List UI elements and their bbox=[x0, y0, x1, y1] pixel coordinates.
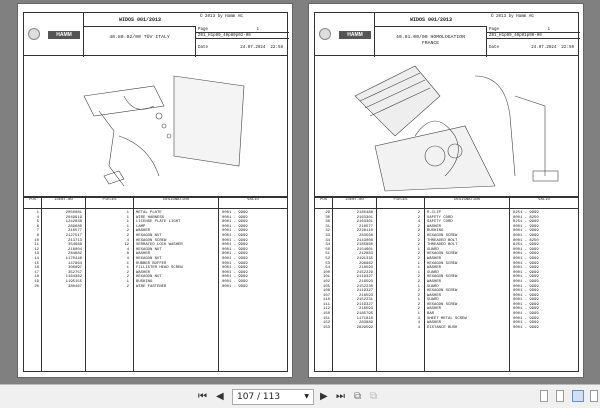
table-cell: 2152231 bbox=[356, 298, 373, 303]
table-cell: 2829592 bbox=[356, 325, 373, 330]
table-cell: 2119327 bbox=[356, 289, 373, 294]
table-cell: HEXAGON SCREW bbox=[427, 302, 458, 307]
table-cell: GUARD bbox=[427, 298, 439, 303]
date: 24.07.2024 bbox=[531, 46, 557, 50]
table-cell: 0001 - 9999 bbox=[222, 279, 248, 284]
column-header: POS bbox=[24, 198, 42, 208]
table-cell: 0001 - 9999 bbox=[513, 233, 539, 238]
table-cell: 2 bbox=[417, 215, 420, 220]
table-cell: LICENSE PLATE LIGHT bbox=[136, 220, 181, 225]
chevron-down-icon[interactable]: ▼ bbox=[304, 393, 309, 400]
table-cell: 52 bbox=[325, 256, 330, 261]
table-cell: WASHER bbox=[427, 224, 442, 229]
first-page-button[interactable]: ⏮ bbox=[198, 391, 207, 402]
table-header bbox=[315, 198, 578, 209]
hamm-logo: HAMM bbox=[48, 31, 80, 39]
table-cell: 213713 bbox=[67, 238, 82, 243]
table-cell: 0001 - 9999 bbox=[222, 275, 248, 280]
parts-drawing-license-plate bbox=[24, 56, 287, 196]
seal-icon bbox=[28, 28, 40, 40]
column-header: VALID bbox=[247, 198, 259, 202]
table-cell: 2 bbox=[417, 243, 420, 248]
table-cell: 10 bbox=[34, 238, 39, 243]
table-cell: 8251 - 9999 bbox=[513, 243, 539, 248]
table-cell: 8 bbox=[126, 252, 129, 257]
page-number-input[interactable] bbox=[232, 389, 314, 405]
table-cell: 0001 - 9999 bbox=[222, 229, 248, 234]
single-page-view-button[interactable] bbox=[540, 390, 548, 402]
table-cell: SERRATED LOCK WASHER bbox=[136, 243, 183, 248]
table-cell: HEXAGON SCREW bbox=[427, 233, 458, 238]
table-cell: FILLISTER HEAD SCREW bbox=[136, 266, 183, 271]
table-cell: 7 bbox=[36, 229, 39, 234]
table-cell: HEXAGON SCREW bbox=[427, 252, 458, 257]
table-cell: 31 bbox=[325, 224, 330, 229]
table-cell: 0001 - 9999 bbox=[513, 256, 539, 261]
table-cell: 0001 - 9999 bbox=[513, 247, 539, 252]
table-cell: HEXAGON NUT bbox=[136, 256, 162, 261]
table-cell: 2 bbox=[126, 233, 129, 238]
table-cell: 1 bbox=[417, 284, 420, 289]
table-cell: 0001 - 9999 bbox=[222, 247, 248, 252]
table-cell: 0001 - 9999 bbox=[222, 243, 248, 248]
catalog-page-left bbox=[17, 3, 293, 378]
section-title-line1: 40.91.00/00 HOMOLOGATION bbox=[395, 35, 466, 40]
table-cell: 216577 bbox=[358, 224, 373, 229]
hamm-logo: HAMM bbox=[339, 31, 371, 39]
last-page-button[interactable]: ⏭ bbox=[336, 391, 345, 402]
table-cell: 216593 bbox=[358, 279, 373, 284]
table-cell: 17 bbox=[34, 270, 39, 275]
table-cell: 0001 - 9999 bbox=[222, 261, 248, 266]
table-cell: 2 bbox=[417, 211, 420, 215]
table-cell: 4 bbox=[126, 256, 129, 261]
prev-page-button[interactable]: ◀ bbox=[216, 391, 224, 402]
page-no: 1 bbox=[256, 28, 259, 32]
table-cell: 0001 - 9999 bbox=[513, 266, 539, 271]
table-cell: 8251 - 9999 bbox=[513, 220, 539, 225]
table-cell: 0001 - 9999 bbox=[513, 224, 539, 229]
table-cell: RUBBER BUFFER bbox=[136, 261, 167, 266]
table-cell: 2 bbox=[126, 275, 129, 280]
table-cell: 212883 bbox=[358, 252, 373, 257]
column-header: IDENT-NO bbox=[333, 198, 377, 208]
table-cell: 2228110 bbox=[356, 229, 373, 234]
table-cell: 2152229 bbox=[356, 270, 373, 275]
table-cell: 18 bbox=[34, 275, 39, 280]
table-cell: 2143008 bbox=[356, 238, 373, 243]
column-header: DESIGNATION bbox=[134, 198, 219, 208]
table-cell: 153 bbox=[322, 325, 330, 330]
table-cell: 1170448 bbox=[65, 256, 82, 261]
table-cell: WASHER bbox=[427, 256, 442, 261]
section-title bbox=[375, 27, 487, 57]
table-cell: 0001 - 9999 bbox=[222, 220, 248, 225]
table-cell: HEXAGON NUT bbox=[136, 247, 162, 252]
table-cell: 2 bbox=[417, 279, 420, 284]
table-cell: GUARD bbox=[427, 284, 439, 289]
table-cell: 283568 bbox=[358, 233, 373, 238]
table-cell: 0001 - 9999 bbox=[513, 261, 539, 266]
table-cell: 1 bbox=[417, 298, 420, 303]
table-cell: 1 bbox=[36, 211, 39, 215]
table-header bbox=[24, 198, 287, 209]
table-cell: 2 bbox=[126, 270, 129, 275]
table-cell: LAMP bbox=[136, 224, 146, 229]
table-cell: 218593 bbox=[358, 266, 373, 271]
table-cell: 352757 bbox=[67, 270, 82, 275]
table-cell: 0001 - 9999 bbox=[222, 224, 248, 229]
column-header: IDENT-NO bbox=[42, 198, 86, 208]
table-cell: 2119327 bbox=[356, 275, 373, 280]
table-cell: 2050081 bbox=[65, 211, 82, 215]
table-cell: 0001 - 9999 bbox=[222, 233, 248, 238]
table-cell: 1 bbox=[126, 224, 129, 229]
table-cell: 50 bbox=[325, 247, 330, 252]
table-cell: 51 bbox=[325, 252, 330, 257]
table-cell: 0001 - 9999 bbox=[222, 284, 248, 289]
copy-icon[interactable]: ⧉ bbox=[370, 391, 378, 402]
date-value bbox=[240, 39, 283, 57]
table-cell: 4 bbox=[417, 220, 420, 225]
table-cell: 20 bbox=[34, 284, 39, 289]
table-cell: 2185860 bbox=[356, 243, 373, 248]
table-cell: WASHER bbox=[427, 321, 442, 326]
page-indicator: 107 / 113 bbox=[237, 392, 281, 402]
page-label: Page bbox=[489, 28, 500, 32]
section-title bbox=[84, 27, 196, 57]
table-cell: 30 bbox=[325, 220, 330, 225]
table-cell: 147864 bbox=[67, 261, 82, 266]
table-cell: SAFETY CORD bbox=[427, 215, 453, 220]
table-cell: 2 bbox=[417, 233, 420, 238]
column-header: POS bbox=[315, 198, 333, 208]
table-cell: 101 bbox=[322, 275, 330, 280]
table-cell: GUARD bbox=[427, 270, 439, 275]
table-cell: THREADED BOLT bbox=[427, 238, 458, 243]
table-cell: 2049919 bbox=[65, 215, 82, 220]
rotate-icon[interactable]: ⧉ bbox=[354, 391, 362, 402]
table-cell: 2 bbox=[417, 302, 420, 307]
table-cell: 106 bbox=[322, 289, 330, 294]
table-cell: 4 bbox=[417, 321, 420, 326]
section-title-line2: FRANCE bbox=[421, 41, 440, 46]
table-cell: WIRE HARNESS bbox=[136, 215, 165, 220]
table-cell: 1 bbox=[126, 266, 129, 271]
table-cell: 12 bbox=[124, 243, 129, 248]
date-value bbox=[531, 39, 574, 57]
table-cell: 32 bbox=[325, 229, 330, 234]
date: 24.07.2024 bbox=[240, 46, 266, 50]
table-cell: 4 bbox=[417, 316, 420, 321]
column-ident-no bbox=[333, 209, 377, 372]
two-page-continuous-button[interactable] bbox=[590, 390, 598, 402]
table-cell: 151 bbox=[322, 316, 330, 321]
table-cell: 4 bbox=[126, 247, 129, 252]
table-cell: 2154601 bbox=[356, 247, 373, 252]
table-cell: 2 bbox=[126, 284, 129, 289]
table-cell: 2119327 bbox=[356, 302, 373, 307]
table-cell: WASHER bbox=[427, 279, 442, 284]
page-header bbox=[314, 12, 579, 56]
table-cell: WIRE FASTENER bbox=[136, 284, 167, 289]
table-cell: HEXAGON SCREW bbox=[427, 275, 458, 280]
table-cell: 0001 - 9999 bbox=[513, 316, 539, 321]
table-cell: 1 bbox=[417, 247, 420, 252]
meta-box bbox=[196, 27, 289, 57]
table-cell: 0001 - 9999 bbox=[513, 325, 539, 330]
table-cell: 1 bbox=[417, 270, 420, 275]
table-cell: SHEET METAL SCREW bbox=[427, 316, 467, 321]
table-cell: 33 bbox=[325, 233, 330, 238]
table-cell: 2152230 bbox=[356, 284, 373, 289]
table-cell: 5 bbox=[36, 220, 39, 225]
table-cell: 13 bbox=[34, 252, 39, 257]
table-cell: 216577 bbox=[67, 229, 82, 234]
table-cell: 2 bbox=[126, 229, 129, 234]
time: 22:59 bbox=[561, 46, 574, 50]
table-cell: 6 bbox=[36, 224, 39, 229]
table-cell: 0001 - 9999 bbox=[513, 293, 539, 298]
table-cell: 100 bbox=[322, 270, 330, 275]
table-cell: 0001 - 9999 bbox=[222, 270, 248, 275]
table-cell: WASHER bbox=[427, 307, 442, 312]
table-cell: 216593 bbox=[358, 307, 373, 312]
table-cell: WASHER bbox=[136, 270, 151, 275]
table-cell: WASHER bbox=[136, 252, 151, 257]
column-pieces bbox=[377, 209, 425, 372]
column-valid bbox=[510, 209, 578, 372]
model-title: WIDOS 001/2013 bbox=[375, 13, 487, 27]
table-cell: 0001 - 9999 bbox=[513, 284, 539, 289]
table-cell: 1 bbox=[417, 266, 420, 271]
table-cell: 2163301 bbox=[356, 220, 373, 225]
table-cell: HEXAGON NUT bbox=[136, 275, 162, 280]
drawing-area bbox=[23, 56, 288, 197]
table-cell: 0001 - 9999 bbox=[513, 275, 539, 280]
table-cell: 0001 - 8250 bbox=[513, 215, 539, 220]
two-page-view-button[interactable] bbox=[572, 390, 584, 402]
table-cell: 0001 - 9999 bbox=[222, 266, 248, 271]
table-cell: 1 bbox=[126, 279, 129, 284]
copyright: © 2013 by Hamm AG bbox=[491, 15, 534, 19]
table-cell: 284882 bbox=[67, 252, 82, 257]
table-cell: 0001 - 9999 bbox=[222, 238, 248, 243]
date-label: Date bbox=[198, 46, 209, 50]
column-header: PIECES bbox=[86, 198, 134, 208]
table-cell: 1171810 bbox=[356, 316, 373, 321]
table-cell: WASHER bbox=[427, 293, 442, 298]
parts-drawing-machine-front bbox=[315, 56, 578, 196]
column-ident-no bbox=[42, 209, 86, 372]
table-cell: HEXAGON NUT bbox=[136, 233, 162, 238]
date-label: Date bbox=[489, 46, 500, 50]
table-cell: METAL PLATE bbox=[136, 211, 162, 215]
parts-table bbox=[23, 197, 288, 372]
table-cell: 0001 - 9999 bbox=[513, 270, 539, 275]
table-cell: 216593 bbox=[358, 293, 373, 298]
table-cell: 0001 - 9999 bbox=[513, 229, 539, 234]
table-cell: 0001 - 9999 bbox=[513, 289, 539, 294]
table-cell: 2 bbox=[417, 256, 420, 261]
table-cell: HEXAGON SCREW bbox=[427, 261, 458, 266]
column-valid bbox=[219, 209, 287, 372]
table-cell: 0001 - 9999 bbox=[513, 252, 539, 257]
table-cell: 300897 bbox=[67, 266, 82, 271]
catalog-page-right bbox=[308, 3, 584, 378]
doc-id: Z01_H1p99_40p91p00-00 bbox=[487, 33, 580, 39]
table-cell: HEXAGON SCREW bbox=[427, 289, 458, 294]
table-cell: 0001 - 9999 bbox=[222, 215, 248, 220]
table-cell: 107 bbox=[322, 293, 330, 298]
table-cell: 29 bbox=[325, 211, 330, 215]
next-page-button[interactable]: ▶ bbox=[320, 391, 328, 402]
table-cell: THREADED BOLT bbox=[427, 243, 458, 248]
table-cell: 34 bbox=[325, 243, 330, 248]
table-cell: 1 bbox=[126, 220, 129, 225]
table-cell: 1 bbox=[417, 261, 420, 266]
table-cell: 0001 - 9999 bbox=[222, 211, 248, 215]
table-cell: 16 bbox=[34, 266, 39, 271]
table-cell: 0001 - 8250 bbox=[513, 238, 539, 243]
table-cell: WASHER bbox=[136, 229, 151, 234]
table-cell: 1 bbox=[417, 312, 420, 317]
logo-area bbox=[315, 13, 375, 57]
table-cell: 19 bbox=[34, 279, 39, 284]
table-cell: 1 bbox=[126, 261, 129, 266]
table-cell: 380467 bbox=[67, 284, 82, 289]
table-cell: 0001 - 9999 bbox=[513, 298, 539, 303]
table-cell: 152 bbox=[322, 321, 330, 326]
table-cell: 15 bbox=[34, 261, 39, 266]
table-cell: 2 bbox=[417, 307, 420, 312]
table-cell: 8 bbox=[36, 233, 39, 238]
table-cell: 110 bbox=[322, 298, 330, 303]
column-header: DESIGNATION bbox=[425, 198, 510, 208]
table-cell: 14 bbox=[34, 256, 39, 261]
table-cell: 0001 - 9999 bbox=[513, 302, 539, 307]
table-cell: 102 bbox=[322, 279, 330, 284]
table-cell: 0001 - 9999 bbox=[222, 252, 248, 257]
table-cell: 289680 bbox=[67, 224, 82, 229]
section-title-line1: 40.80.02/00 TÜV ITALY bbox=[109, 35, 170, 40]
table-cell: 1164362 bbox=[65, 275, 82, 280]
table-cell: 2 bbox=[417, 289, 420, 294]
drawing-area bbox=[314, 56, 579, 197]
table-cell: 34 bbox=[325, 238, 330, 243]
page-no: 1 bbox=[547, 28, 550, 32]
table-cell: 2 bbox=[417, 293, 420, 298]
column-designation bbox=[134, 209, 219, 372]
table-cell: SAFETY CORD bbox=[427, 220, 453, 225]
copyright: © 2013 by Hamm AG bbox=[200, 15, 243, 19]
column-header: VALID bbox=[538, 198, 550, 202]
table-cell: 296962 bbox=[358, 261, 373, 266]
table-cell: BUSHING bbox=[136, 279, 153, 284]
table-cell: 216004 bbox=[67, 247, 82, 252]
table-cell: 105 bbox=[322, 284, 330, 289]
table-cell: 12 bbox=[34, 247, 39, 252]
table-cell: WASHER bbox=[427, 266, 442, 271]
table-cell: 111 bbox=[322, 302, 330, 307]
table-cell: 2 bbox=[417, 238, 420, 243]
table-cell: 112 bbox=[322, 307, 330, 312]
table-cell: 354688 bbox=[67, 243, 82, 248]
table-cell: DISTANCE BUSH bbox=[427, 325, 458, 330]
table-cell: 4 bbox=[126, 238, 129, 243]
table-cell: BAR bbox=[427, 312, 435, 317]
seal-icon bbox=[319, 28, 331, 40]
column-pos bbox=[315, 209, 333, 372]
continuous-view-button[interactable] bbox=[556, 390, 564, 402]
logo-area bbox=[24, 13, 84, 57]
table-cell: 1242838 bbox=[65, 220, 82, 225]
table-cell: 0001 - 9999 bbox=[513, 321, 539, 326]
table-cell: HEXAGON SCREW bbox=[136, 238, 167, 243]
table-cell: 283889 bbox=[358, 321, 373, 326]
column-designation bbox=[425, 209, 510, 372]
page-label: Page bbox=[198, 28, 209, 32]
column-pieces bbox=[86, 209, 134, 372]
model-title: WIDOS 001/2013 bbox=[84, 13, 196, 27]
pdf-toolbar bbox=[0, 384, 600, 408]
table-cell: 2 bbox=[417, 229, 420, 234]
table-cell: 1 bbox=[126, 215, 129, 220]
table-cell: 0001 - 9999 bbox=[513, 307, 539, 312]
table-cell: BUSHING bbox=[427, 229, 444, 234]
doc-id: Z01_H1p99_40p80p02-00 bbox=[196, 33, 289, 39]
table-cell: 2 bbox=[417, 275, 420, 280]
time: 22:58 bbox=[270, 46, 283, 50]
table-cell: 0001 - 9999 bbox=[513, 279, 539, 284]
table-cell: 4 bbox=[417, 325, 420, 330]
table-cell: 2185795 bbox=[356, 312, 373, 317]
column-pos bbox=[24, 209, 42, 372]
table-cell: 2191335 bbox=[356, 256, 373, 261]
table-cell: 2185488 bbox=[356, 211, 373, 215]
table-cell: R-CLIP bbox=[427, 211, 442, 215]
table-cell: 150 bbox=[322, 312, 330, 317]
table-cell: 1195155 bbox=[65, 279, 82, 284]
meta-box bbox=[487, 27, 580, 57]
table-cell: 30 bbox=[325, 215, 330, 220]
table-cell: 1 bbox=[126, 211, 129, 215]
table-cell: 2127517 bbox=[65, 233, 82, 238]
table-cell: 4 bbox=[36, 215, 39, 220]
page-header bbox=[23, 12, 288, 56]
table-cell: 2163301 bbox=[356, 215, 373, 220]
table-cell: GUARD bbox=[427, 247, 439, 252]
table-cell: 0001 - 9999 bbox=[513, 312, 539, 317]
table-cell: 2 bbox=[417, 224, 420, 229]
parts-table bbox=[314, 197, 579, 372]
table-cell: 0001 - 9999 bbox=[222, 256, 248, 261]
table-cell: 8251 - 9999 bbox=[513, 211, 539, 215]
table-cell: 53 bbox=[325, 261, 330, 266]
table-cell: 11 bbox=[34, 243, 39, 248]
column-header: PIECES bbox=[377, 198, 425, 208]
table-cell: 54 bbox=[325, 266, 330, 271]
table-cell: 2 bbox=[417, 252, 420, 257]
